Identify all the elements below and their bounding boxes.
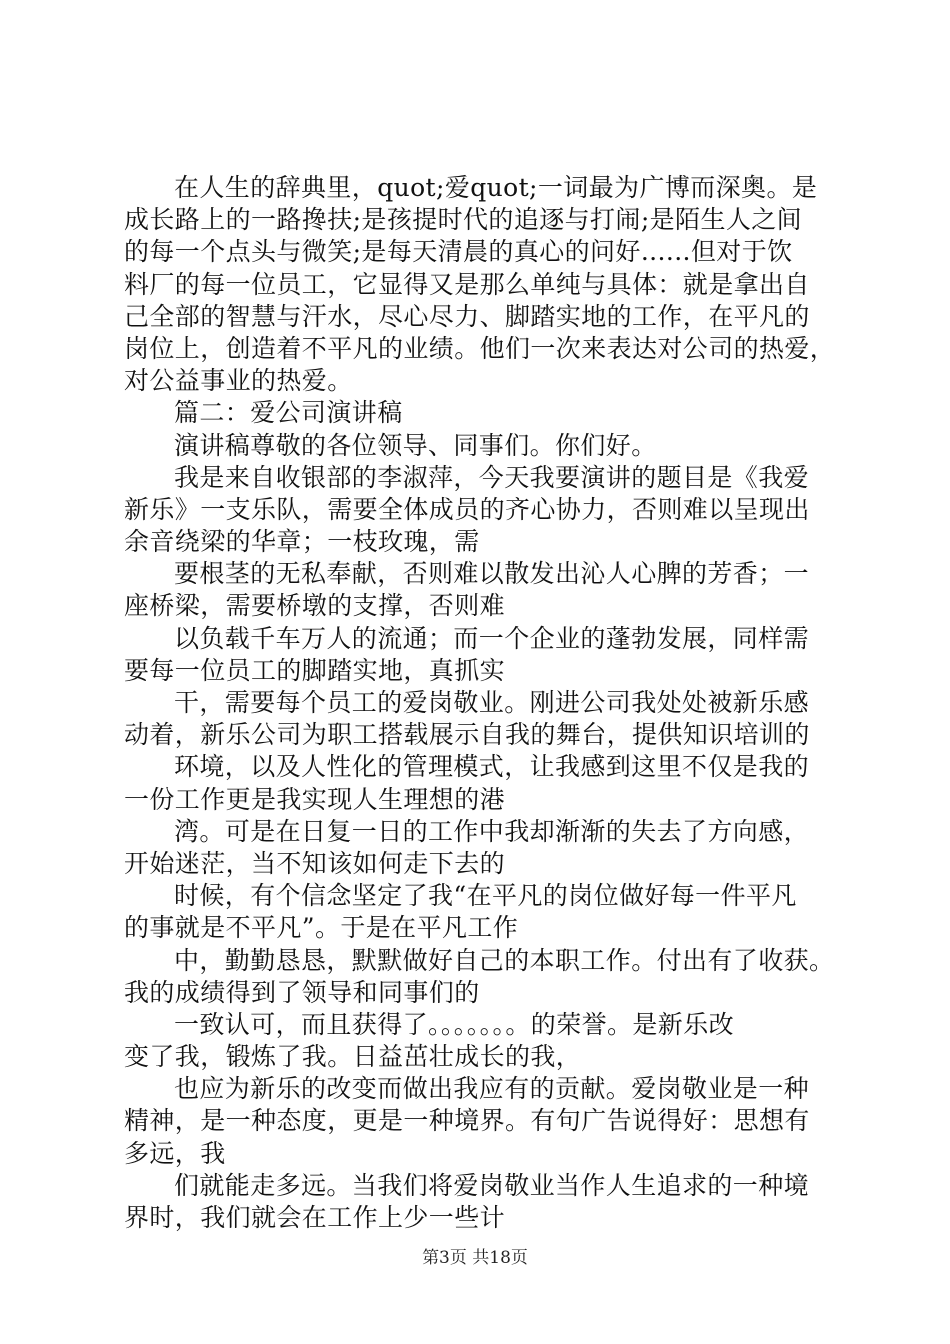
text-line: 们就能走多远。当我们将爱岗敬业当作人生追求的一种境 — [174, 1170, 810, 1200]
text-line: 演讲稿尊敬的各位领导、同事们。你们好。 — [174, 430, 657, 460]
text-line: 要每一位员工的脚踏实地，真抓实 — [124, 655, 506, 685]
page-footer: 第3页 共18页 — [422, 1248, 528, 1268]
text-line: 的每一个点头与微笑;是每天清晨的真心的问好......但对于饮 — [124, 237, 793, 267]
text-line: 己全部的智慧与汗水，尽心尽力、脚踏实地的工作，在平凡的 — [124, 301, 810, 331]
text-line: 中，勤勤恳恳，默默做好自己的本职工作。付出有了收获。 — [174, 945, 835, 975]
text-line: 料厂的每一位员工，它显得又是那么单纯与具体：就是拿出自 — [124, 269, 810, 299]
text-line: 在人生的辞典里，quot;爱quot;一词最为广博而深奥。是 — [174, 173, 818, 202]
text-line: 时候，有个信念坚定了我“在平凡的岗位做好每一件平凡 — [174, 881, 797, 911]
text-line: 我的成绩得到了领导和同事们的 — [124, 977, 480, 1007]
text-line: 以负载千车万人的流通；而一个企业的蓬勃发展，同样需 — [174, 623, 810, 653]
text-line: 变了我，锻炼了我。日益茁壮成长的我， — [124, 1042, 582, 1072]
text-line: 动着，新乐公司为职工搭载展示自我的舞台，提供知识培训的 — [124, 720, 810, 750]
text-line: 余音绕梁的华章；一枝玫瑰，需 — [124, 527, 480, 557]
text-line: 要根茎的无私奉献，否则难以散发出沁人心脾的芳香；一 — [174, 559, 810, 589]
text-line: 湾。可是在日复一日的工作中我却渐渐的失去了方向感， — [174, 816, 810, 846]
text-line: 对公益事业的热爱。 — [124, 366, 353, 396]
text-line: 岗位上，创造着不平凡的业绩。他们一次来表达对公司的热爱， — [124, 333, 836, 363]
text-line: 开始迷茫，当不知该如何走下去的 — [124, 848, 506, 878]
text-line: 界时，我们就会在工作上少一些计 — [124, 1203, 506, 1232]
text-line: 精神，是一种态度，更是一种境界。有句广告说得好：思想有 — [124, 1106, 810, 1136]
text-line: 也应为新乐的改变而做出我应有的贡献。爱岗敬业是一种 — [174, 1074, 810, 1104]
text-line: 环境，以及人性化的管理模式，让我感到这里不仅是我的 — [174, 752, 810, 782]
text-line: 一致认可，而且获得了。。。。。。。的荣誉。是新乐改 — [174, 1009, 735, 1039]
text-line: 我是来自收银部的李淑萍，今天我要演讲的题目是《我爱 — [174, 462, 810, 492]
text-line: 的事就是不平凡”。于是在平凡工作 — [124, 913, 519, 943]
text-line: 一份工作更是我实现人生理想的港 — [124, 784, 506, 814]
document-body — [124, 172, 834, 1234]
text-line: 成长路上的一路搀扶;是孩提时代的追逐与打闹;是陌生人之间 — [124, 205, 803, 235]
text-line: 座桥梁，需要桥墩的支撑，否则难 — [124, 591, 506, 621]
text-line: 干，需要每个员工的爱岗敬业。刚进公司我处处被新乐感 — [174, 688, 810, 717]
text-line: 新乐》一支乐队，需要全体成员的齐心协力，否则难以呈现出 — [124, 494, 810, 524]
text-line: 多远，我 — [124, 1138, 226, 1168]
text-line: 篇二：爱公司演讲稿 — [174, 398, 403, 428]
